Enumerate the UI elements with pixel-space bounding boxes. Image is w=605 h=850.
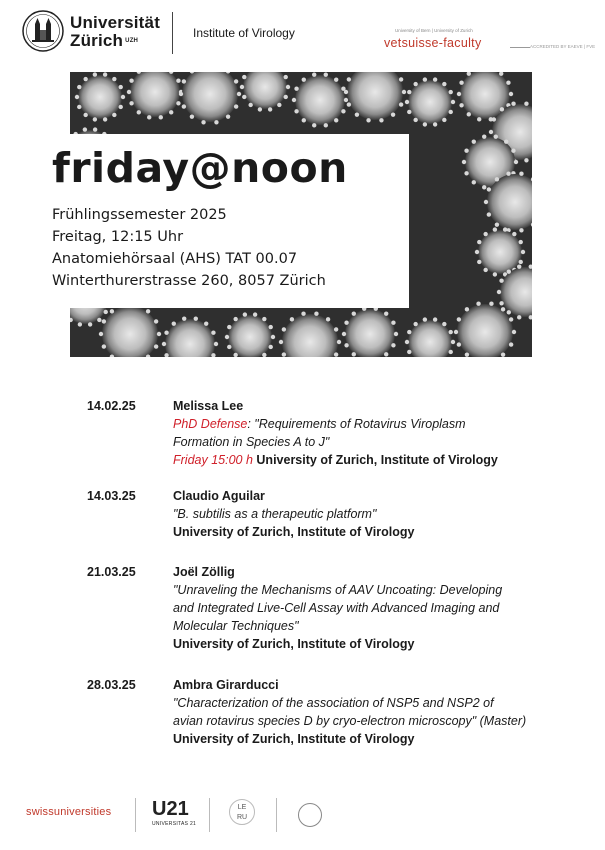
header-divider [172, 12, 173, 54]
semester-text: Frühlingssemester 2025 [52, 207, 227, 223]
header [0, 0, 605, 66]
uzh-seal-logo [22, 10, 64, 52]
vetsuisse-accreditation: ACCREDITED BY EAEVE | FVE [530, 44, 596, 49]
affiliation: University of Zurich, Institute of Virology [173, 637, 415, 651]
entry-date: 28.03.25 [87, 678, 136, 692]
room-text: Anatomiehörsaal (AHS) TAT 00.07 [52, 251, 298, 267]
footer-logos [0, 790, 605, 840]
time-note: Friday 15:00 h [173, 453, 253, 467]
talk-title: "Characterization of the association of NSP5 and NSP2 of [173, 696, 494, 710]
uzh-wordmark: Universität Zürich $^{UZH}$ [70, 13, 161, 50]
speaker-name: Joël Zöllig [173, 565, 235, 579]
event-title: friday@noon [52, 144, 348, 192]
footer-divider [276, 798, 277, 832]
u21-logo: U21 [152, 798, 189, 820]
affiliation: University of Zurich, Institute of Virology [173, 525, 415, 539]
speaker-name: Claudio Aguilar [173, 489, 265, 503]
footer-divider [135, 798, 136, 832]
u21-subtitle: UNIVERSITAS 21 [152, 821, 197, 827]
address-text: Winterthurerstrasse 260, 8057 Zürich [52, 273, 326, 289]
partner-circle-logo [298, 803, 322, 827]
leru-logo: LE RU [229, 799, 255, 825]
vetsuisse-rule [510, 47, 530, 48]
talk-title: "Unraveling the Mechanisms of AAV Uncoating: Developing [173, 583, 503, 597]
institute-name: Institute of Virology [193, 26, 295, 40]
speaker-name: Melissa Lee [173, 399, 244, 413]
affiliation: University of Zurich, Institute of Virology [256, 453, 498, 467]
entry-date: 14.02.25 [87, 399, 136, 413]
affiliation: University of Zurich, Institute of Virology [173, 732, 415, 746]
talk-title: "B. subtilis as a therapeutic platform" [173, 507, 377, 521]
entry-date: 14.03.25 [87, 489, 136, 503]
vetsuisse-logo: vetsuisse-faculty [384, 36, 482, 50]
swissuniversities-logo: swissuniversities [26, 806, 112, 818]
phd-defense-label: PhD Defense [173, 417, 248, 431]
talk-title: PhD Defense: "Requirements of Rotavirus Viroplasm [173, 417, 466, 431]
entry-date: 21.03.25 [87, 565, 136, 579]
speaker-name: Ambra Girarducci [173, 678, 279, 692]
vetsuisse-universities: University of Bern | University of Zurich [395, 28, 473, 33]
time-text: Freitag, 12:15 Uhr [52, 229, 184, 245]
footer-divider [209, 798, 210, 832]
